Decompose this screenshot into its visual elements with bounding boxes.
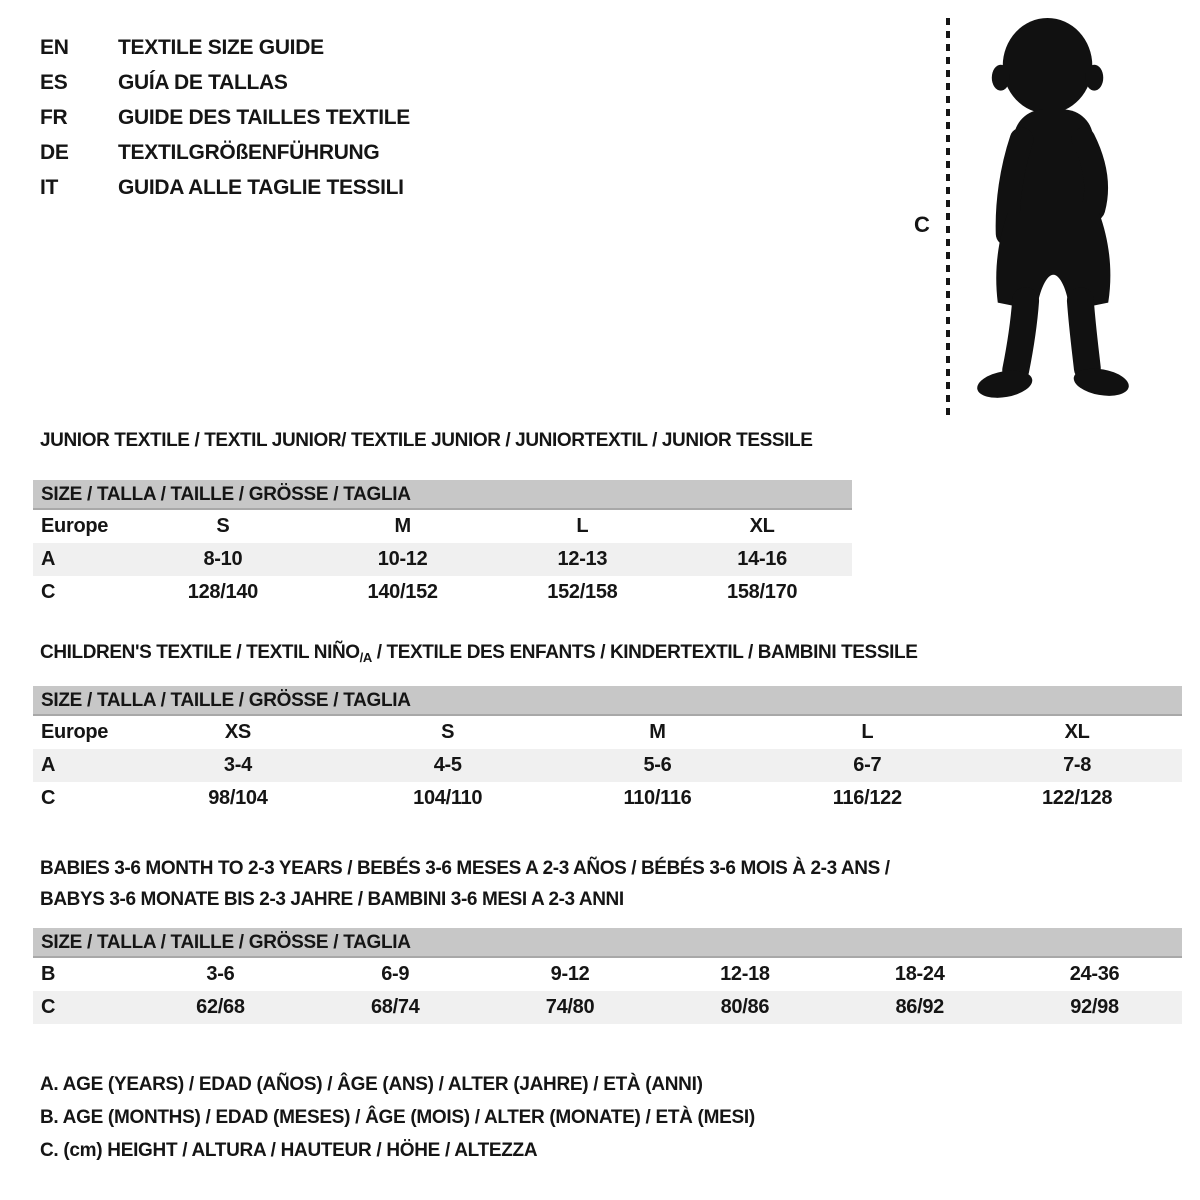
table-row — [33, 510, 852, 543]
language-code: IT — [40, 175, 59, 199]
table-cell: 140/152 — [367, 581, 438, 603]
table-cell: M — [394, 515, 411, 537]
table-cell: L — [576, 515, 589, 537]
table-cell: 4-5 — [433, 754, 462, 776]
language-row — [40, 135, 410, 170]
table-cell: S — [216, 515, 230, 537]
table-cell: 152/158 — [547, 581, 618, 603]
table-row — [33, 543, 852, 576]
toddler-silhouette — [955, 14, 1150, 422]
table-title — [40, 425, 813, 456]
table-cell: 10-12 — [377, 548, 428, 570]
language-row — [40, 30, 410, 65]
language-title-list — [40, 30, 410, 205]
language-row — [40, 100, 410, 135]
table-row — [33, 749, 1182, 782]
table-title-text: CHILDREN'S TEXTILE / TEXTIL NIÑO — [40, 642, 360, 663]
language-code: ES — [40, 70, 68, 94]
table-cell: 92/98 — [1070, 996, 1119, 1018]
table-row — [33, 716, 1182, 749]
table-cell: 14-16 — [737, 548, 787, 570]
table-cell: 74/80 — [545, 996, 595, 1018]
table-cell: 158/170 — [727, 581, 798, 603]
table-row — [33, 576, 852, 609]
table-row — [33, 991, 1182, 1024]
table-cell: XL — [1064, 721, 1090, 743]
table-cell: 3-4 — [223, 754, 252, 776]
table-cell: 86/92 — [895, 996, 944, 1018]
table-cell: 3-6 — [206, 963, 235, 985]
table-cell: 6-7 — [853, 754, 882, 776]
table-cell: 5-6 — [643, 754, 672, 776]
table-row — [33, 782, 1182, 815]
table-rows — [33, 958, 1182, 1024]
table-cell: 9-12 — [550, 963, 590, 985]
language-title: GUÍA DE TALLAS — [118, 70, 288, 94]
language-code: EN — [40, 35, 69, 59]
row-label: C — [41, 581, 56, 603]
size-table-children — [33, 642, 1182, 815]
table-cell: 80/86 — [720, 996, 770, 1018]
table-cell: 128/140 — [187, 581, 258, 603]
row-label: C — [41, 996, 56, 1018]
table-title-line — [40, 637, 917, 669]
row-label: C — [41, 787, 56, 809]
language-code: DE — [40, 140, 69, 164]
table-title-line — [40, 853, 890, 884]
table-cell: XL — [749, 515, 775, 537]
table-rows — [33, 510, 852, 609]
language-title: TEXTILGRÖßENFÜHRUNG — [118, 140, 380, 164]
row-label: A — [41, 548, 56, 570]
height-measure-line — [946, 18, 950, 416]
table-cell: S — [441, 721, 455, 743]
table-title-line — [40, 884, 890, 915]
table-title-text: JUNIOR TEXTILE / TEXTIL JUNIOR/ TEXTILE JUNIOR / JUNIORTEXTIL / JUNIOR TESSILE — [40, 430, 813, 451]
table-cell: XS — [224, 721, 251, 743]
table-cell: 122/128 — [1041, 787, 1113, 809]
table-cell: 8-10 — [203, 548, 243, 570]
table-title-text: /A — [359, 650, 372, 665]
height-measure-label: C — [914, 212, 930, 237]
table-title-line — [40, 425, 813, 456]
table-cell: 104/110 — [413, 787, 483, 809]
table-cell: 98/104 — [208, 787, 268, 809]
language-row — [40, 65, 410, 100]
legend-note: B. AGE (MONTHS) / EDAD (MESES) / ÂGE (MOIS) / ALTER (MONATE) / ETÀ (MESI) — [40, 1107, 755, 1128]
table-cell: 24-36 — [1069, 963, 1120, 985]
language-title: GUIDA ALLE TAGLIE TESSILI — [118, 175, 404, 199]
table-cell: M — [649, 721, 666, 743]
table-title — [40, 853, 890, 915]
size-header-bar: SIZE / TALLA / TAILLE / GRÖSSE / TAGLIA — [33, 480, 852, 510]
row-label: A — [41, 754, 56, 776]
table-row — [33, 958, 1182, 991]
legend-notes — [40, 1068, 755, 1167]
table-cell: 116/122 — [832, 787, 902, 809]
size-table-junior — [33, 430, 852, 609]
row-label: B — [41, 963, 56, 985]
size-header-bar: SIZE / TALLA / TAILLE / GRÖSSE / TAGLIA — [33, 928, 1182, 958]
table-cell: 12-18 — [720, 963, 770, 985]
table-title — [40, 637, 917, 669]
table-cell: 18-24 — [894, 963, 945, 985]
legend-note: A. AGE (YEARS) / EDAD (AÑOS) / ÂGE (ANS) / ALTER (JAHRE) / ETÀ (ANNI) — [40, 1074, 703, 1095]
language-row — [40, 170, 410, 205]
table-title-text: / TEXTILE DES ENFANTS / KINDERTEXTIL / BAMBINI TESSILE — [371, 642, 918, 663]
size-header-bar: SIZE / TALLA / TAILLE / GRÖSSE / TAGLIA — [33, 686, 1182, 716]
row-label: Europe — [41, 515, 109, 537]
legend-note: C. (cm) HEIGHT / ALTURA / HAUTEUR / HÖHE / ALTEZZA — [40, 1140, 538, 1161]
table-cell: 6-9 — [381, 963, 410, 985]
table-cell: L — [861, 721, 874, 743]
table-cell: 68/74 — [370, 996, 420, 1018]
language-title: TEXTILE SIZE GUIDE — [118, 35, 324, 59]
row-label: Europe — [41, 721, 109, 743]
table-title-text: BABYS 3-6 MONATE BIS 2-3 JAHRE / BAMBINI 3-6 MESI A 2-3 ANNI — [40, 889, 624, 910]
table-rows — [33, 716, 1182, 815]
table-cell: 110/116 — [623, 787, 692, 809]
language-title: GUIDE DES TAILLES TEXTILE — [118, 105, 410, 129]
language-code: FR — [40, 105, 68, 129]
table-title-text: BABIES 3-6 MONTH TO 2-3 YEARS / BEBÉS 3-6 MESES A 2-3 AÑOS / BÉBÉS 3-6 MOIS À 2-3 ANS / — [40, 858, 890, 879]
table-cell: 7-8 — [1063, 754, 1092, 776]
table-cell: 12-13 — [557, 548, 608, 570]
table-cell: 62/68 — [196, 996, 245, 1018]
size-table-babies — [33, 858, 1182, 1024]
